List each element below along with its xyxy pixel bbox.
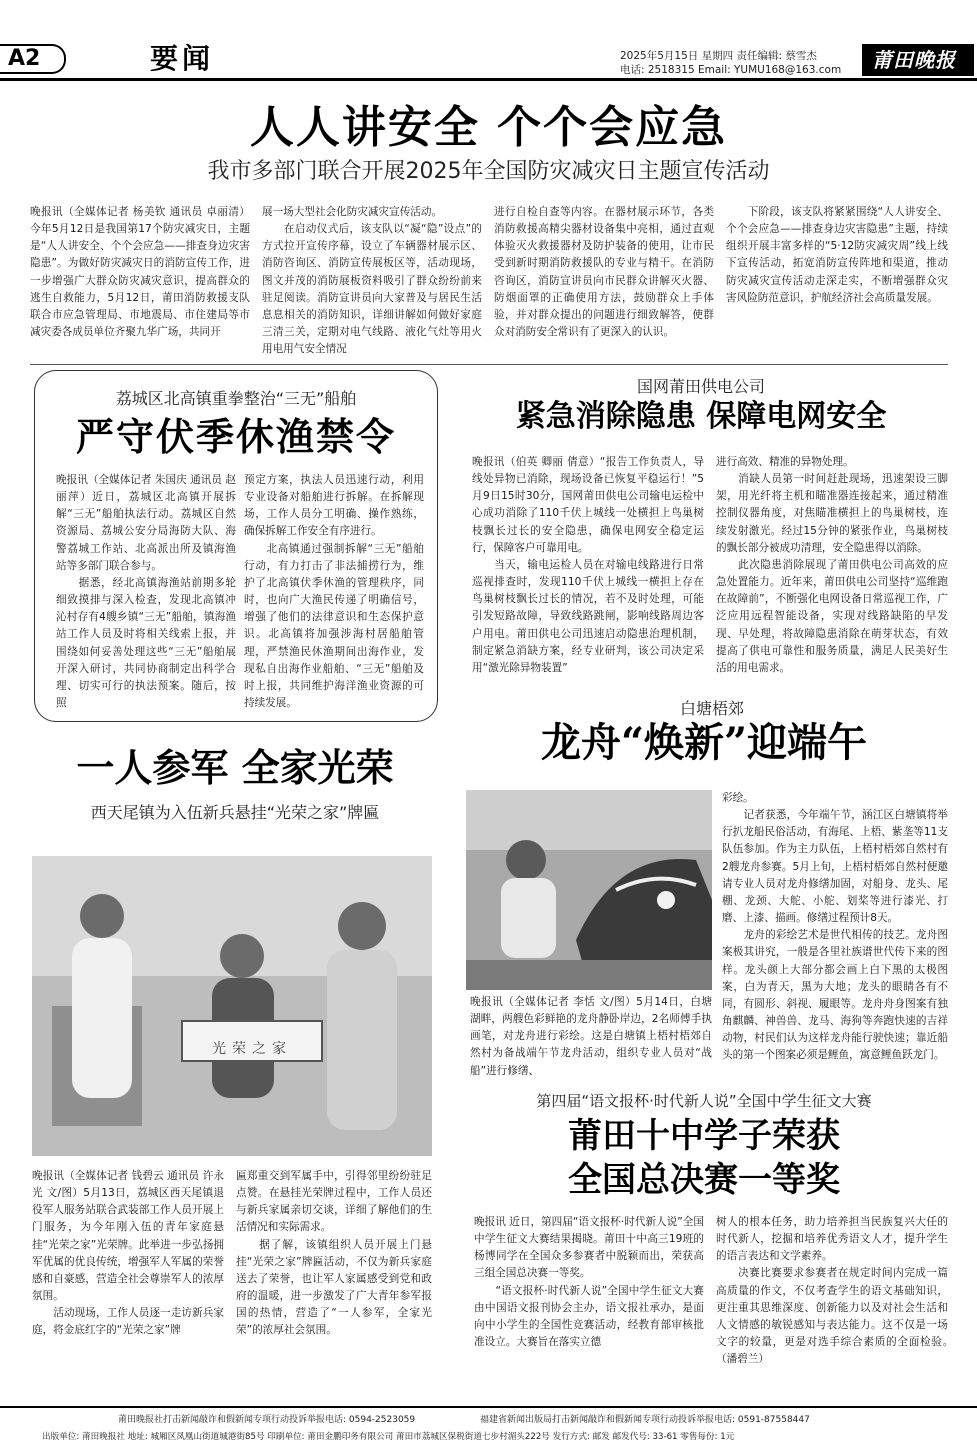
army-col-2: 匾郑重交到军属手中，引得邻里纷纷驻足点赞。在悬挂光荣牌过程中，工作人员还与新兵家属亲切交谈，详细了解他们的生活情况和实际需求。 据了解，该镇组织人员开展上门悬挂“光荣之家”牌匾活动，不仅为新兵家庭送去了荣誉，也让军人家属感受到党和政府的温暖，进一步激发了广大青年参军报国的热情，营造了“一人参军，全家光荣”的浓厚社会氛围。 [236, 1170, 432, 1337]
army-plaque-text: 光荣之家 [212, 1041, 292, 1057]
footer-complaint-local: 莆田晚报社打击新闻敲诈和假新闻专项行动投诉举报电话: 0594-2523059 [118, 1415, 416, 1425]
lead-col-2: 展一场大型社会化防灾减灾宣传活动。 在启动仪式后，该支队以“凝“隐”设点”的方式拉开宣传序幕，设立了车辆器材展示区、消防咨询区、消防宣传展板区等，活动现场，图文并茂的消防展板资料吸引了群众纷纷前来驻足阅读。消防宣讲员向大家普及与居民生活息息相关的消防知识，详细讲解如何做好家庭三清三关，定期对电气线路、液化气灶等用火用电用气安全情况 [262, 206, 482, 356]
dragon-kicker: 白塘梧郊 [680, 699, 745, 718]
contact-line: 电话: 2518315 Email: YUMU168@163.com [620, 64, 842, 76]
lead-headline: 人人讲安全 个个会应急 [249, 102, 728, 153]
section-title: 要闻 [150, 42, 215, 75]
fishing-col-2: 预定方案，执法人员迅速行动，利用专业设备对船舶进行拆解。在拆解现场，工作人员分工明确、操作熟练，确保拆解工作安全有序进行。 北高镇通过强制拆解“三无”船舶行动，有力打击了非法捕捞行为，维护了北高镇伏季休渔的管理秩序，同时，也向广大渔民传递了明确信号，增强了他们的法律意识和生态保护意识。北高镇将加强涉海村居船舶管理，严禁渔民休渔期间出海作业，发现私自出海作业船舶、“三无”船舶及时上报，共同维护海洋渔业资源的可持续发展。 [244, 474, 424, 710]
essay-col-2: 树人的根本任务，助力培养担当民族复兴大任的时代新人，挖掘和培养优秀语文人才，提升学生的语言表达和文学素养。 决赛比赛要求参赛者在规定时间内完成一篇高质量的作文，不仅考查学生的语文基础知识，更注重其思维深度、创新能力以及对社会生活和人文情感的敏锐感知与表达能力。这不仅是一场文字的较量，更是对选手综合素质的全面检验。 （潘碧兰） [716, 1216, 948, 1366]
army-headline: 一人参军 全家光荣 [76, 746, 394, 790]
essay-col-1: 晚报讯 近日，第四届“语文报杯·时代新人说”全国中学生征文大赛结果揭晓。莆田十中高三19班的杨博同学在全国众多参赛者中脱颖而出，荣获高三组全国总决赛一等奖。 “语文报杯·时代新人说”全国中学生征文大赛由中国语文报刊协会主办，语文报社承办，是面向中小学生的全国性竞赛活动，经教育部审核批准设立。大赛旨在落实立德 [474, 1216, 704, 1349]
dragon-boat-photo [466, 790, 712, 990]
power-col-2: 进行高效、精准的异物处理。 消缺人员第一时间赶赴现场，迅速架设三脚架，用光纤将主机和瞄准器连接起来，通过精准控制仪器角度，对焦瞄准横担上的鸟巢树枝，连续发射激光。经过15分钟的紧张作业，鸟巢树枝的飘长部分被成功清理，安全隐患得以消除。 此次隐患消除展现了莆田供电公司高效的应急处置能力。近年来，莆田供电公司坚持“巡维跑在故障前”，不断强化电网设备日常巡视工作，广泛应用远程智能设备，实现对线路缺陷的早发现、早处理，将故障隐患消除在萌芽状态，有效提高了供电可靠性和服务质量，满足人民美好生活的用电需求。 [716, 456, 948, 674]
power-kicker: 国网莆田供电公司 [636, 377, 765, 396]
fishing-col-1: 晚报讯（全媒体记者 朱国庆 通讯员 赵丽萍）近日，荔城区北高镇开展拆解“三无”船舶执法行动。荔城区自然资源局、荔城公安分局海防大队、海警荔城工作站、北高派出所及镇海渔站等多部门联合参与。 据悉，经北高镇海渔站前期多轮细致摸排与深入检查，发现北高镇冲沁村存有4艘乡镇“三无”船舶，镇海渔站工作人员及时将相关线索上报，并围绕如何妥善处理这些“三无”船舶展开深入研讨，共同协商制定出科学合理、切实可行的执法预案。随后，按照 [56, 474, 236, 710]
page-header [0, 0, 977, 78]
section-divider [232, 62, 234, 70]
lead-col-3: 进行自检自查等内容。在器材展示环节，各类消防救援高精尖器材设备集中亮相，通过直观体验灭火救援器材及防护装备的使用，让市民受到新时期消防救援队的专业与精干。在消防咨询区，消防宣讲员向市民群众讲解灭火器、防烟面罩的正确使用方法，鼓励群众上手体验，并对群众提出的问题进行细致解答，使群众对消防安全常识有了更深入的认识。 [494, 206, 714, 339]
page-number: A2 [8, 46, 41, 71]
essay-headline-2: 全国总决赛一等奖 [568, 1160, 840, 1200]
header-rule [0, 78, 977, 81]
dragon-body: 彩绘。 记者获悉，今年端午节，涵江区白塘镇将举行扒龙船民俗活动，有海尾、上梧、紫垄等11支队伍参加。作为主力队伍，上梧村梧郊自然村有2艘龙舟参赛。5月上旬，上梧村梧郊自然村便邀请专业人员对龙舟修缮加固，对船身、龙头、尾棚、龙颈、大舵、小舵、划桨等进行漆光、打磨、上漆、描画。修缮过程预计8天。 龙舟的彩绘艺术是世代相传的技艺。龙舟图案极其讲究，一般是各里社族谱世代传下来的图样。龙头颜上大部分都会画上白下黑的太极图案，白为青天，黑为大地；龙头的眼睛各有不同，有圆形、斜视、履眼等。龙舟舟身图案有独角麒麟、神兽兽、龙马、海狗等奔跑快速的吉祥动物，村民们认为这样龙舟能行驶快速；靠近船头的第一个图案必须是鲤鱼，寓意鲤鱼跃龙门。 [722, 792, 948, 1062]
dragon-headline: 龙舟“焕新”迎端午 [540, 719, 867, 766]
fishing-headline: 严守伏季休渔禁令 [75, 414, 396, 459]
power-col-1: 晚报讯（伯英 卿丽 倩意）“报告工作负责人，导线处异物已消除，现场设备已恢复平稳运行！”5月9日15时30分，国网莆田供电公司输电运检中心成功消除了110千伏上城线一处横担上鸟巢树枝飘长过长的安全隐患，确保电网安全稳定运行，保障客户可靠用电。 当天，输电运检人员在对输电线路进行日常巡视排查时，发现110千伏上城线一横担上存在鸟巢树枝飘长过长的情况，若不及时处理，可能引发短路故障，导致线路跳闸，影响线路周边客户用电。莆田供电公司迅速启动隐患治理机制，制定紧急消缺方案，经专业研判，该公司决定采用“激光除异物装置” [472, 456, 704, 674]
essay-headline-1: 莆田十中学子荣获 [568, 1116, 840, 1156]
lead-subhead: 我市多部门联合开展2025年全国防灾减灾日主题宣传活动 [207, 159, 770, 184]
date-line: 2025年5月15日 星期四 责任编辑: 蔡雪杰 [620, 50, 817, 62]
army-subhead: 西天尾镇为入伍新兵悬挂“光荣之家”牌匾 [90, 803, 380, 822]
footer-rule [0, 1406, 977, 1408]
essay-kicker: 第四届“语文报杯·时代新人说”全国中学生征文大赛 [536, 1092, 872, 1110]
fishing-kicker: 荔城区北高镇重拳整治“三无”船舶 [115, 389, 357, 408]
army-col-1: 晚报讯（全媒体记者 钱碧云 通讯员 许永光 文/图）5月13日，荔城区西天尾镇退役军人服务站联合武装部工作人员开展上门服务，为今年刚入伍的青年家庭悬挂“光荣之家”光荣牌。此举进一步弘扬拥军优属的优良传统，增强军人军属的荣誉感和自豪感，营造全社会尊崇军人的浓厚氛围。 活动现场，工作人员逐一走访新兵家庭，将金底红字的“光荣之家”牌 [32, 1170, 224, 1337]
army-plaque-photo [32, 856, 432, 1156]
dragon-caption: 晚报讯（全媒体记者 李恬 文/图）5月14日，白塘湖畔，两艘色彩鲜艳的龙舟静卧岸边，2名师傅手执画笔，对龙舟进行彩绘。这是白塘镇上梧村梧郊自然村为备战端午节龙舟活动，组织专业人员对“战船”进行修缮、 [470, 996, 712, 1077]
masthead-logo: 莆田晚报 [872, 48, 956, 72]
lead-col-4: 下阶段，该支队将紧紧围绕“人人讲安全、个个会应急——排查身边灾害隐患”主题，持续组织开展丰富多样的“5·12防灾减灾周”线上线下宣传活动，拓宽消防宣传阵地和渠道，推动防灾减灾宣传活动走深走实，不断增强群众灾害风险防范意识，护航经济社会高质量发展。 [726, 206, 948, 304]
dragon-boat-illustration [466, 790, 712, 990]
lead-col-1: 晚报讯（全媒体记者 杨美钦 通讯员 卓丽清）今年5月12日是我国第17个防灾减灾日，主题是“人人讲安全、个个会应急——排查身边灾害隐患”。为做好防灾减灾日的消防宣传工作，进一步增强广大群众防灾减灾意识，提高群众的逃生自救能力，5月12日，莆田消防救援支队联合市应急管理局、市地震局、市住建局等市减灾委各成员单位齐聚九华广场，共同开 [30, 206, 250, 339]
footer-publisher: 出版单位: 莆田晚报社 地址: 城厢区凤凰山街道城港街85号 印刷单位: 莆田金鹏印务有限公司 莆田市荔城区保税街道七步村湄头222号 发行方式: 邮发 邮发代号: 33-61 零售每份: 1元 [42, 1432, 735, 1442]
army-plaque-illustration [32, 856, 432, 1156]
power-headline: 紧急消除隐患 保障电网安全 [515, 399, 887, 434]
lead-bottom-rule [30, 364, 948, 365]
footer-complaint-province: 福建省新闻出版局打击新闻敲诈和假新闻专项行动投诉举报电话: 0591-87558447 [480, 1415, 810, 1425]
